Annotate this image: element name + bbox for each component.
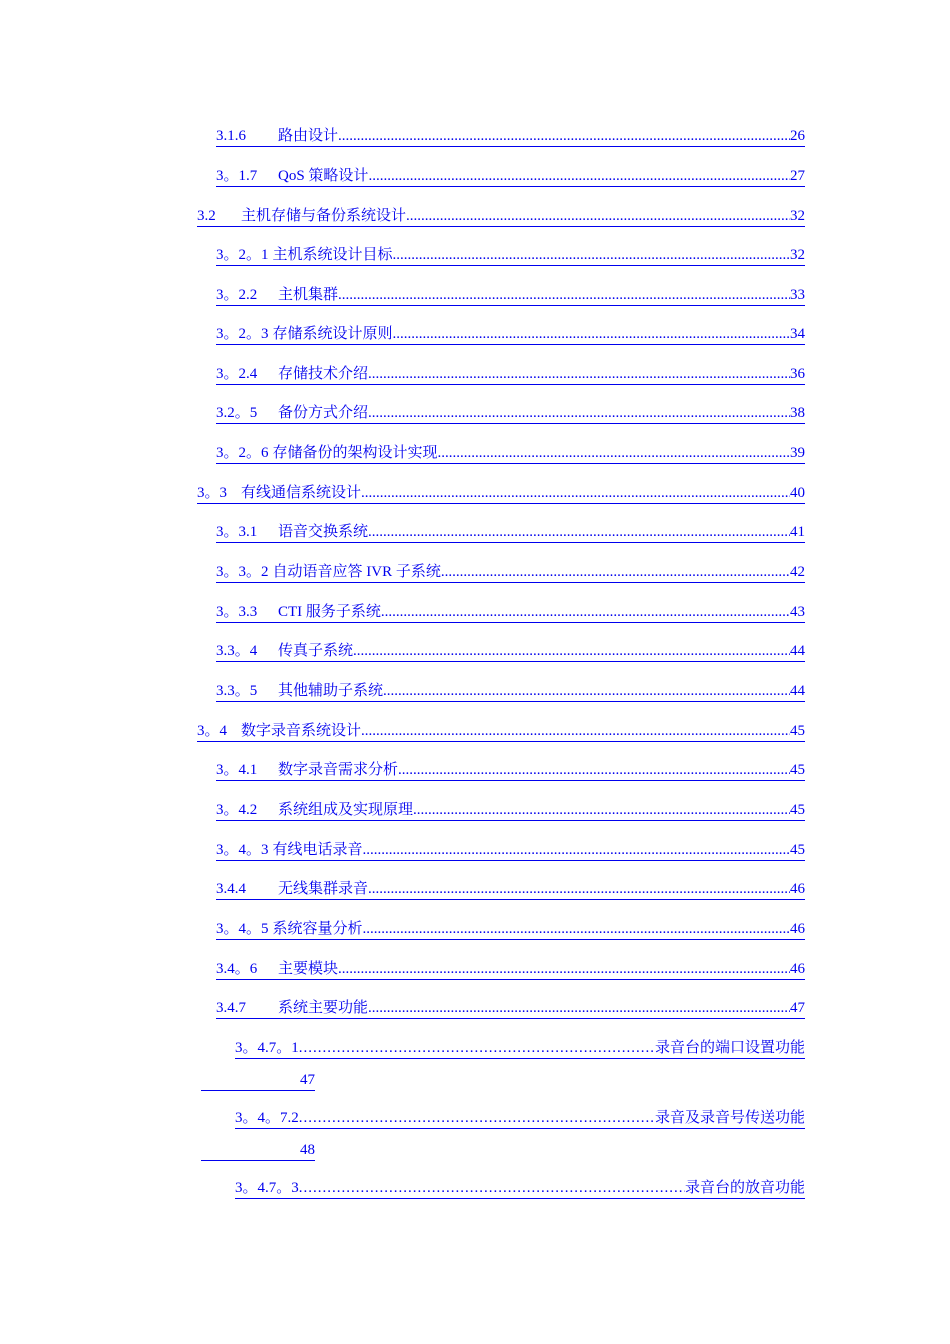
toc-leader-dots	[363, 840, 790, 860]
toc-entry-title: 存储备份的架构设计实现	[272, 445, 438, 461]
toc-entry-number: 3。2.2	[216, 287, 258, 303]
toc-entry-title: 路由设计	[278, 128, 339, 144]
toc-entry-title: 有线电话录音	[272, 842, 363, 858]
toc-entry-number: 3。3.1	[216, 524, 258, 540]
toc-entry-number: 3。2。1	[216, 247, 269, 263]
toc-entry-title: 无线集群录音	[278, 881, 369, 897]
toc-entry-title: 数字录音系统设计	[241, 723, 362, 739]
toc-leader-dots	[299, 1038, 655, 1058]
toc-entry-title: 其他辅助子系统	[278, 683, 384, 699]
toc-entry-page: 46	[790, 881, 805, 897]
toc-entry-page: 32	[790, 208, 805, 224]
toc-entry-title: 备份方式介绍	[278, 405, 369, 421]
toc-entry-page: 34	[790, 326, 805, 342]
toc-entry-3-2-2[interactable]	[216, 285, 805, 306]
toc-entry-title: 录音台的放音功能	[684, 1180, 805, 1196]
toc-entry-title: 主要模块	[278, 961, 339, 977]
toc-entry-title: 主机系统设计目标	[272, 247, 393, 263]
toc-entry-page: 45	[790, 723, 805, 739]
toc-leader-dots	[299, 1108, 655, 1128]
toc-entry-title: 系统容量分析	[272, 921, 363, 937]
toc-entry-title: 主机存储与备份系统设计	[241, 208, 407, 224]
toc-entry-page: 27	[790, 168, 805, 184]
toc-entry-number: 3。1.7	[216, 168, 258, 184]
toc-entry-3-4-7-2-page[interactable]: 48	[201, 1140, 315, 1161]
toc-entry-3-4-2[interactable]	[216, 800, 805, 821]
toc-entry-3-1-6[interactable]	[216, 126, 805, 147]
toc-leader-dots	[441, 562, 790, 582]
toc-entry-3-3-4[interactable]	[216, 641, 805, 662]
toc-entry-number: 3.4.7	[216, 1000, 246, 1016]
toc-entry-3-2-1[interactable]	[216, 245, 805, 266]
toc-entry-3-4-1[interactable]	[216, 760, 805, 781]
toc-entry-page: 36	[790, 366, 805, 382]
toc-entry-number: 3。2。6	[216, 445, 269, 461]
toc-entry-3-2-3[interactable]	[216, 324, 805, 345]
toc-entry-title: 传真子系统	[278, 643, 354, 659]
toc-entry-3-4-3[interactable]	[216, 840, 805, 861]
toc-entry-3-3-3[interactable]	[216, 602, 805, 623]
toc-entry-number: 3。4.2	[216, 802, 258, 818]
toc-entry-page: 41	[790, 524, 805, 540]
toc-entry-title: 有线通信系统设计	[241, 485, 362, 501]
toc-entry-page: 38	[790, 405, 805, 421]
toc-entry-number: 3。3.3	[216, 604, 258, 620]
toc-entry-number: 3.1.6	[216, 128, 246, 144]
toc-entry-number: 3。4	[197, 723, 228, 739]
toc-entry-title: 系统组成及实现原理	[278, 802, 414, 818]
toc-entry-title: CTI 服务子系统	[278, 604, 381, 620]
toc-entry-number: 3。4。3	[216, 842, 269, 858]
toc-leader-dots	[438, 443, 790, 463]
toc-entry-title: 录音台的端口设置功能	[654, 1040, 805, 1056]
toc-leader-dots	[368, 166, 790, 186]
toc-entry-page: 45	[790, 802, 805, 818]
toc-entry-number: 3.3。4	[216, 643, 258, 659]
toc-entry-number: 3。3	[197, 485, 228, 501]
toc-entry-number: 3。4.1	[216, 762, 258, 778]
toc-entry-number: 3。4。5	[216, 921, 269, 937]
toc-leader-dots	[363, 919, 790, 939]
toc-leader-dots	[368, 879, 790, 899]
toc-entry-number: 3。2.4	[216, 366, 258, 382]
toc-leader-dots	[338, 959, 790, 979]
toc-leader-dots	[381, 602, 790, 622]
toc-entry-title: 主机集群	[278, 287, 339, 303]
toc-leader-dots	[361, 483, 790, 503]
toc-entry-page: 33	[790, 287, 805, 303]
toc-entry-3-2-4[interactable]	[216, 364, 805, 385]
toc-entry-number: 3。4.7。1	[235, 1040, 299, 1056]
toc-leader-dots	[338, 285, 790, 305]
toc-entry-number: 3.2	[197, 208, 216, 224]
toc-entry-number: 3.4。6	[216, 961, 258, 977]
toc-leader-dots	[398, 760, 790, 780]
toc-leader-dots	[368, 403, 790, 423]
toc-leader-dots	[299, 1178, 685, 1198]
toc-entry-3-4-7-3[interactable]	[235, 1178, 805, 1199]
toc-entry-3-4-7-1[interactable]	[235, 1038, 805, 1059]
toc-entry-page: 32	[790, 247, 805, 263]
toc-entry-page: 45	[790, 842, 805, 858]
toc-entry-number: 3。4。7.2	[235, 1110, 299, 1126]
toc-entry-page: 47	[790, 1000, 805, 1016]
toc-entry-number: 3.4.4	[216, 881, 246, 897]
toc-entry-page: 46	[790, 961, 805, 977]
toc-entry-page: 45	[790, 762, 805, 778]
toc-entry-title: 语音交换系统	[278, 524, 369, 540]
toc-entry-3-4-7-2[interactable]	[235, 1108, 805, 1129]
toc-entry-number: 3。4.7。3	[235, 1180, 299, 1196]
toc-entry-3-4-7-1-page[interactable]: 47	[201, 1070, 315, 1091]
toc-entry-number: 3。3。2	[216, 564, 269, 580]
toc-entry-number: 3。2。3	[216, 326, 269, 342]
toc-entry-page: 44	[790, 643, 805, 659]
toc-entry-title: 数字录音需求分析	[278, 762, 399, 778]
toc-leader-dots	[383, 681, 790, 701]
toc-entry-page: 39	[790, 445, 805, 461]
toc-entry-page: 46	[790, 921, 805, 937]
toc-entry-3-3[interactable]	[197, 483, 805, 504]
toc-entry-3-1-7[interactable]	[216, 166, 805, 187]
toc-leader-dots	[413, 800, 790, 820]
toc-entry-3-3-5[interactable]	[216, 681, 805, 702]
toc-entry-number: 3.3。5	[216, 683, 258, 699]
toc-entry-page: 44	[790, 683, 805, 699]
toc-entry-title: 录音及录音号传送功能	[654, 1110, 805, 1126]
toc-leader-dots	[368, 998, 790, 1018]
toc-leader-dots	[338, 126, 790, 146]
toc-leader-dots	[368, 522, 790, 542]
toc-entry-number: 3.2。5	[216, 405, 258, 421]
toc-entry-3-2-5[interactable]	[216, 403, 805, 424]
toc-entry-page: 26	[790, 128, 805, 144]
toc-entry-title: 存储技术介绍	[278, 366, 369, 382]
toc-entry-title: 自动语音应答 IVR 子系统	[272, 564, 441, 580]
toc-entry-3-2-6[interactable]	[216, 443, 805, 464]
toc-leader-dots	[353, 641, 790, 661]
toc-entry-3-4-6[interactable]	[216, 959, 805, 980]
toc-entry-page: 42	[790, 564, 805, 580]
toc-entry-page: 40	[790, 485, 805, 501]
toc-leader-dots	[361, 721, 790, 741]
toc-entry-title: 系统主要功能	[278, 1000, 369, 1016]
toc-leader-dots	[368, 364, 790, 384]
toc-entry-title: QoS 策略设计	[278, 168, 369, 184]
toc-entry-title: 存储系统设计原则	[272, 326, 393, 342]
toc-entry-3-4-4[interactable]	[216, 879, 805, 900]
toc-entry-3-4[interactable]	[197, 721, 805, 742]
toc-leader-dots	[393, 324, 790, 344]
toc-entry-3-4-5[interactable]	[216, 919, 805, 940]
toc-entry-3-4-7[interactable]	[216, 998, 805, 1019]
toc-entry-3-3-1[interactable]	[216, 522, 805, 543]
toc-leader-dots	[406, 206, 790, 226]
toc-entry-3-2[interactable]	[197, 206, 805, 227]
toc-entry-3-3-2[interactable]	[216, 562, 805, 583]
toc-entry-page: 43	[790, 604, 805, 620]
toc-leader-dots	[393, 245, 790, 265]
